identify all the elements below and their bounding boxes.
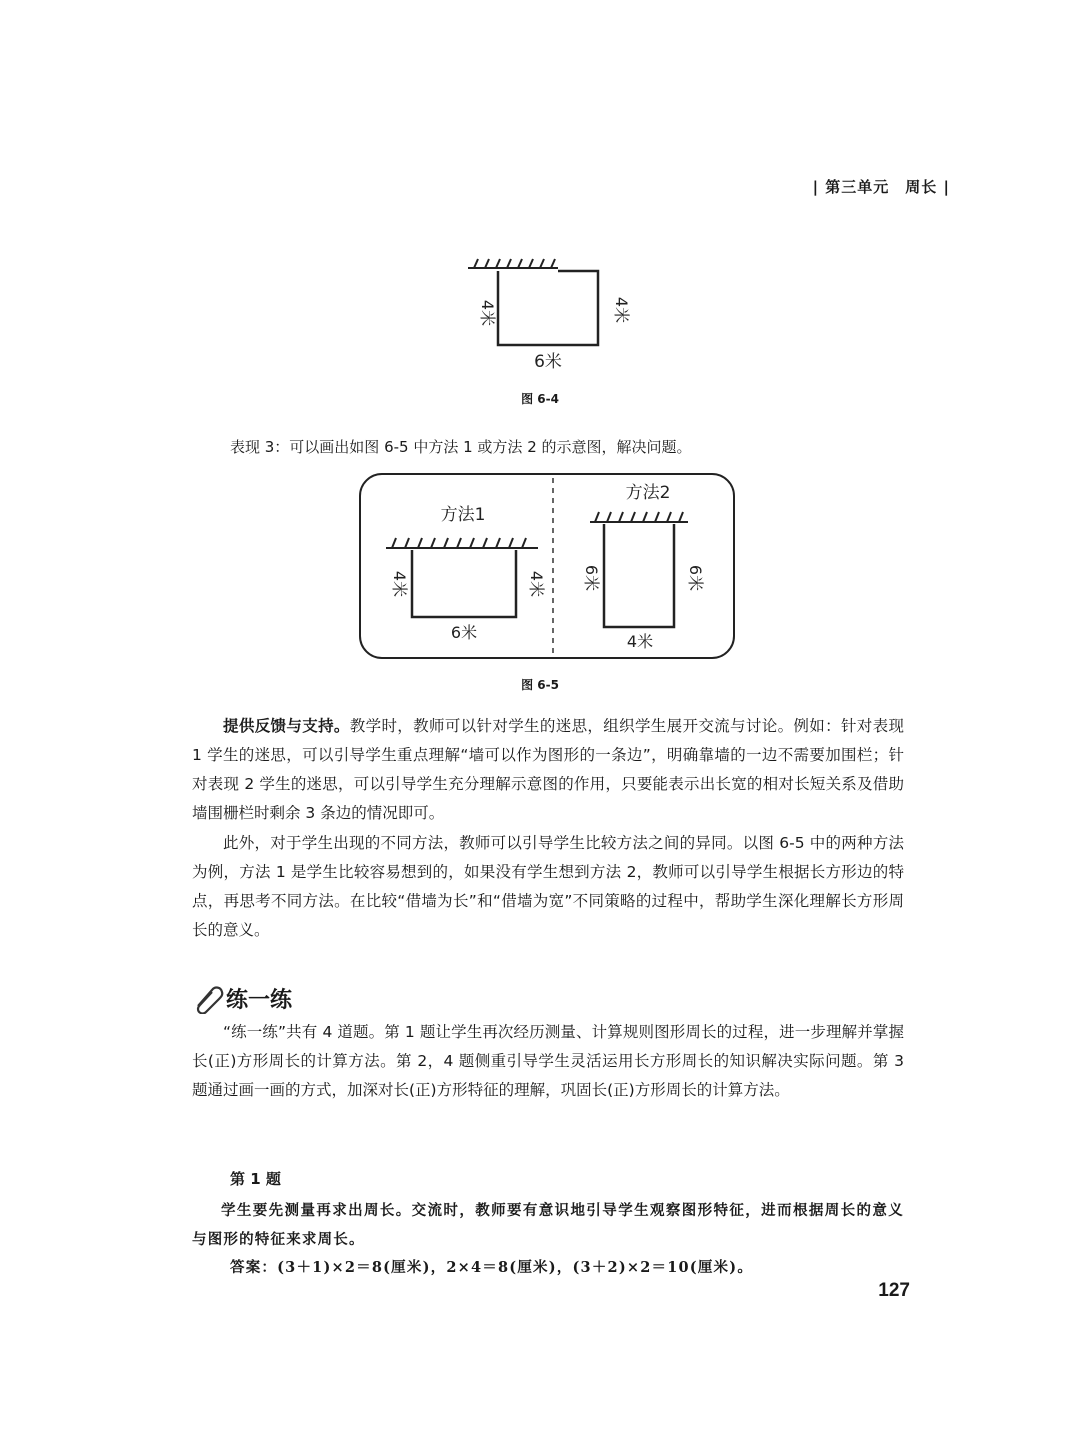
figure-6-5-caption: 图 6-5 [521,678,559,692]
wall-hatch [468,259,558,268]
method-2-left-label: 6米 [582,564,601,592]
question-1-answer: 答案：(3＋1)×2＝8(厘米)，2×4＝8(厘米)，(3＋2)×2＝10(厘米)。 [230,1259,754,1276]
method-1-right-label: 4米 [527,570,546,598]
practice-intro: “练一练”共有 4 道题。第 1 题让学生再次经历测量、计算规则图形周长的过程，进一步理解并掌握长(正)方形周长的计算方法。第 2，4 题侧重引导学生灵活运用长方形周长的知识解决实际问题。第 3 题通过画一画的方式，加深对长(正)方形特征的理解，巩固长(正)方形周长的计算方法。 [192,1023,904,1099]
method-2-drawing [582,483,705,651]
method-2-right-label: 6米 [686,564,705,592]
chapter-title: 第三单元 周长 [825,178,938,196]
method-1-title: 方法1 [440,505,486,525]
method-2-fence [604,524,674,627]
figure-6-4 [460,255,640,380]
fig64-right-label: 4米 [612,296,631,324]
running-header [760,176,950,197]
header-bar-right: | [937,178,950,196]
method-2-bottom-label: 4米 [626,632,654,651]
fig64-bottom-label: 6米 [534,352,562,372]
method-1-fence [412,550,516,617]
figure-frame [360,474,734,658]
method-1-wall-hatch [386,538,538,548]
figure-6-5 [358,472,738,664]
practice-section-title [192,983,292,1014]
method-2-title: 方法2 [625,483,671,503]
practice-title: 练一练 [226,988,293,1013]
method-1-bottom-label: 6米 [450,623,478,642]
question-1-text: 学生要先测量再求出周长。交流时，教师要有意识地引导学生观察图形特征，进而根据周长的意义与图形的特征来求周长。 [192,1202,904,1248]
figure-6-4-caption: 图 6-4 [521,392,559,406]
question-1-title: 第 1 题 [230,1170,281,1188]
method-1-drawing [386,505,546,642]
method-2-wall-hatch [590,512,688,522]
method-1-left-label: 4米 [390,570,409,598]
fence-rectangle [498,271,598,345]
feedback-text: 教学时，教师可以针对学生的迷思，组织学生展开交流与讨论。例如：针对表现 1 学生的迷思，可以引导学生重点理解“墙可以作为图形的一条边”，明确靠墙的一边不需要加围栏；针对表现 2 学生的迷思，可以引导学生充分理解示意图的作用，只要能表示出长宽的相对长短关系及借助墙围栅栏时剩余 3 条边的情况即可。 [192,717,904,822]
header-bar-left: | [812,178,826,196]
fig64-left-label: 4米 [478,299,497,327]
performance-3-text: 表现 3：可以画出如图 6-5 中方法 1 或方法 2 的示意图，解决问题。 [230,438,692,456]
page-number: 127 [878,1280,910,1301]
methods-paragraph: 此外，对于学生出现的不同方法，教师可以引导学生比较方法之间的异同。以图 6-5 中的两种方法为例，方法 1 是学生比较容易想到的，如果没有学生想到方法 2，教师可以引导学生根据长方形边的特点，再思考不同方法。在比较“借墙为长”和“借墙为宽”不同策略的过程中，帮助学生深化理解长方形周长的意义。 [192,834,904,939]
paperclip-icon [192,984,226,1014]
feedback-paragraph [192,712,904,828]
feedback-lead: 提供反馈与支持。 [223,717,350,735]
